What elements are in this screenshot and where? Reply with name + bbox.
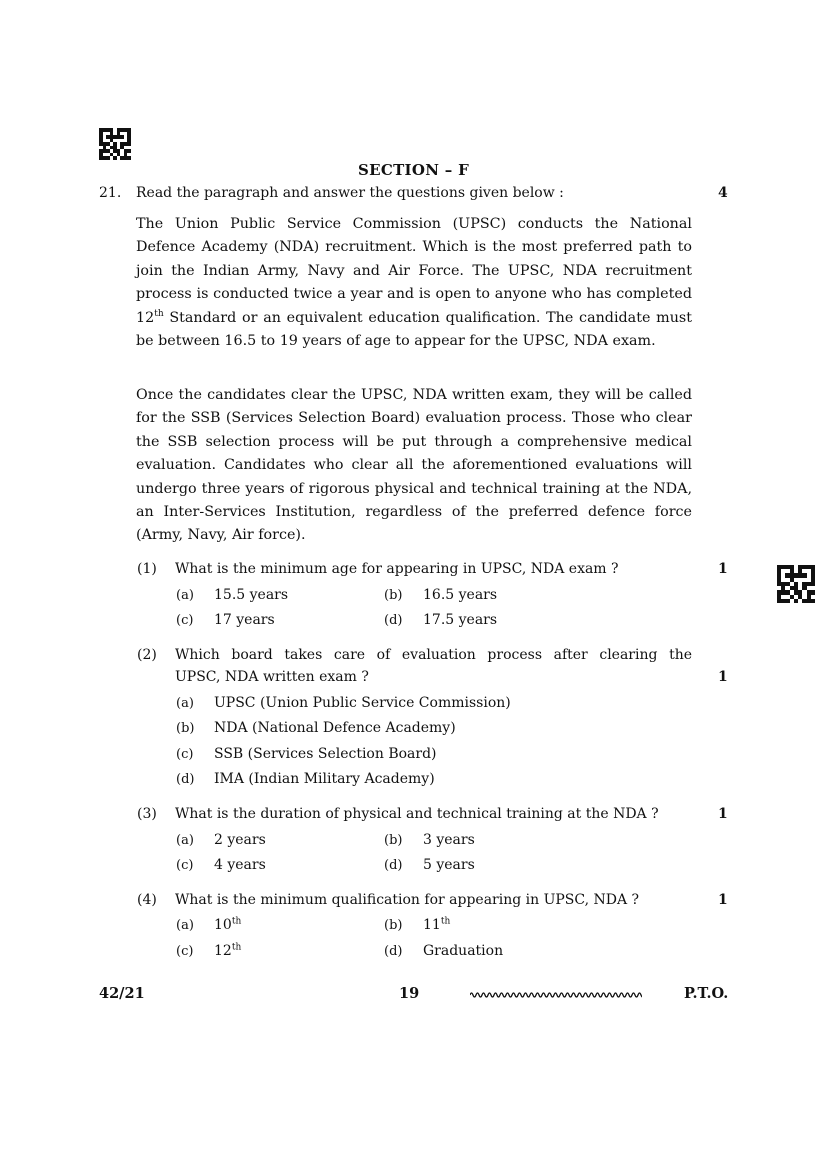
- option-text: 5 years: [423, 857, 475, 873]
- paper-code: 42/21: [99, 985, 145, 1002]
- subq-4-marks: 1: [718, 892, 728, 908]
- option-label: (c): [176, 944, 194, 959]
- option-text: 2 years: [214, 832, 266, 848]
- option-text: UPSC (Union Public Service Commission): [214, 695, 511, 711]
- option-text: NDA (National Defence Academy): [214, 720, 456, 736]
- subq-4-text: What is the minimum qualification for appearing in UPSC, NDA ?: [175, 892, 640, 908]
- wavy-line-icon: [470, 988, 642, 1002]
- section-title: SECTION – F: [357, 161, 470, 179]
- option-text: 4 years: [214, 857, 266, 873]
- option-label: (c): [176, 747, 194, 762]
- option-text: 17.5 years: [423, 612, 498, 628]
- option-text: 10th: [214, 916, 242, 933]
- option-label: (d): [384, 613, 403, 628]
- pto-label: P.T.O.: [684, 985, 729, 1002]
- subq-3-marks: 1: [718, 806, 728, 822]
- subq-3-number: (3): [137, 806, 157, 822]
- option-text: SSB (Services Selection Board): [214, 746, 437, 762]
- subq-2-text-line1: Which board takes care of evaluation process after clearing the: [175, 647, 692, 663]
- paragraph-2: Once the candidates clear the UPSC, NDA written exam, they will be called for the SSB (Services Selection Board) evaluation process. Those who clear the SSB selection process will be put through a comprehensive medical evaluation. Candidates who clear all the aforementioned evaluations will undergo three years of rigorous physical and technical training at the NDA, an Inter-Services Institution, regardless of the preferred defence force (Army, Navy, Air force).: [136, 387, 692, 544]
- subq-1-marks: 1: [718, 561, 728, 577]
- option-text: IMA (Indian Military Academy): [214, 771, 435, 787]
- option-label: (a): [176, 696, 194, 711]
- question-marks: 4: [718, 185, 728, 201]
- option-text: 3 years: [423, 832, 475, 848]
- subq-2-text-line2: UPSC, NDA written exam ?: [175, 669, 369, 685]
- question-number: 21.: [99, 185, 122, 201]
- option-label: (a): [176, 588, 194, 603]
- option-label: (c): [176, 858, 194, 873]
- option-label: (b): [384, 833, 403, 848]
- subq-3-text: What is the duration of physical and technical training at the NDA ?: [175, 806, 659, 822]
- option-text: 12th: [214, 942, 242, 959]
- option-text: Graduation: [423, 943, 504, 959]
- subq-4-number: (4): [137, 892, 157, 908]
- subq-1-text: What is the minimum age for appearing in UPSC, NDA exam ?: [175, 561, 619, 577]
- qr-code-side-icon: [777, 565, 815, 603]
- option-label: (b): [176, 721, 195, 736]
- option-text: 16.5 years: [423, 587, 498, 603]
- option-label: (a): [176, 918, 194, 933]
- option-label: (b): [384, 918, 403, 933]
- subq-2-marks: 1: [718, 669, 728, 685]
- option-label: (d): [384, 858, 403, 873]
- qr-code-top-icon: [99, 128, 131, 160]
- page-number: 19: [399, 985, 420, 1002]
- question-prompt: Read the paragraph and answer the questions given below :: [136, 185, 564, 201]
- option-text: 17 years: [214, 612, 275, 628]
- option-label: (c): [176, 613, 194, 628]
- option-text: 11th: [423, 916, 451, 933]
- option-label: (d): [384, 944, 403, 959]
- subq-1-number: (1): [137, 561, 157, 577]
- option-label: (d): [176, 772, 195, 787]
- subq-2-number: (2): [137, 647, 157, 663]
- paragraph-1: The Union Public Service Commission (UPSC) conducts the National Defence Academy (NDA) recruitment. Which is the most preferred path to join the Indian Army, Navy and Air Force. The UPSC, NDA recruitment process is conducted twice a year and is open to anyone who has completed 12th Standard or an equivalent education qualification. The candidate must be between 16.5 to 19 years of age to appear for the UPSC, NDA exam.: [136, 216, 692, 350]
- option-label: (b): [384, 588, 403, 603]
- option-text: 15.5 years: [214, 587, 289, 603]
- option-label: (a): [176, 833, 194, 848]
